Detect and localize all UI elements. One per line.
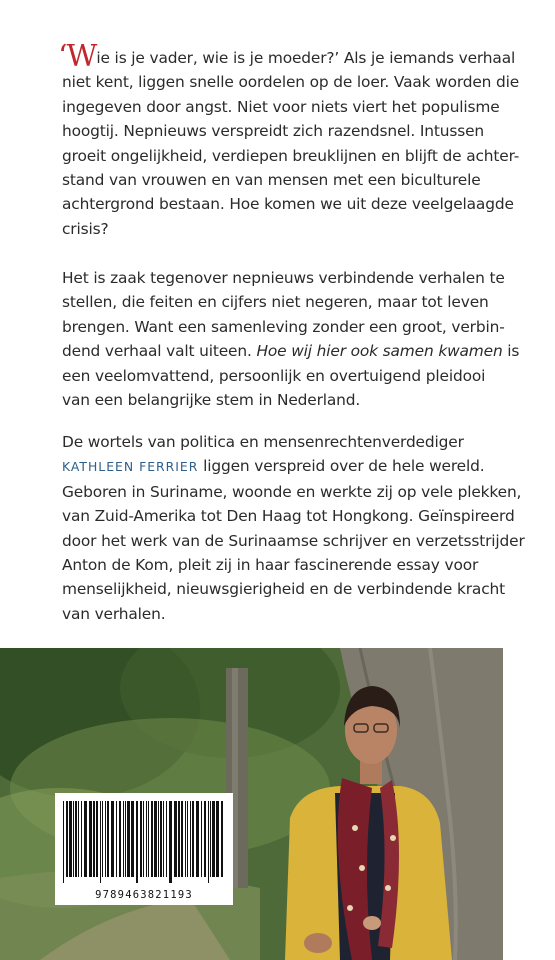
text-line: van een belangrijke stem in Nederland. <box>62 391 361 410</box>
barcode-bar <box>89 801 92 877</box>
text-line: hoogtij. Nepnieuws verspreidt zich razendsnel. Intussen <box>62 122 485 141</box>
barcode-bar <box>216 801 219 877</box>
book-title: Hoe wij hier ook samen kwamen <box>256 342 503 361</box>
barcode-bar <box>208 801 209 883</box>
barcode-bar <box>102 801 103 877</box>
text-line: achtergrond bestaan. Hoe komen we uit deze veelgelaagde <box>62 195 514 214</box>
paragraph-argument <box>62 266 532 412</box>
barcode-bar <box>181 801 183 877</box>
text-line: een veelomvattend, persoonlijk en overtuigend pleidooi <box>62 366 486 385</box>
barcode-bar <box>78 801 79 877</box>
barcode-bar <box>140 801 142 877</box>
barcode-bar <box>111 801 114 877</box>
text-fragment: liggen verspreid over de hele wereld. <box>198 457 485 476</box>
text-line: menselijkheid, nieuwsgierigheid en de verbindende kracht <box>62 580 506 599</box>
barcode-bar <box>81 801 82 877</box>
barcode-bar <box>160 801 162 877</box>
barcode-bar <box>96 801 98 877</box>
text-line: stand van vrouwen en van mensen met een biculturele <box>62 171 481 190</box>
text-line: ie is je vader, wie is je moeder?’ Als je iemands verhaal <box>96 49 516 67</box>
author-name: KATHLEEN FERRIER <box>62 459 199 475</box>
isbn-digits: 9789463821193 <box>95 889 193 901</box>
text-line: dend verhaal valt uiteen. <box>62 342 252 361</box>
barcode-bar <box>143 801 144 877</box>
barcode-bar <box>63 801 64 883</box>
barcode-bar <box>169 801 172 883</box>
barcode-bar <box>123 801 124 877</box>
barcode-bar <box>73 801 74 877</box>
text-line: ingegeven door angst. Niet voor niets viert het populisme <box>62 97 500 116</box>
barcode-bar <box>100 801 101 883</box>
barcode-bar <box>146 801 147 877</box>
barcode-bar <box>221 801 223 877</box>
barcode-bar <box>204 801 206 877</box>
barcode-bar <box>69 801 72 877</box>
text-line: niet kent, liggen snelle oordelen op de loer. Vaak worden die <box>62 73 520 92</box>
barcode-bar <box>119 801 121 877</box>
paragraph-author-bio <box>62 430 532 626</box>
barcode-bar <box>125 801 126 877</box>
barcode-bar <box>66 801 68 877</box>
barcode <box>55 793 233 905</box>
text-line: van verhalen. <box>62 604 166 623</box>
text-line: crisis? <box>62 219 109 238</box>
paragraph-intro <box>58 39 532 241</box>
text-fragment: is <box>502 342 520 361</box>
barcode-bar <box>107 801 109 877</box>
barcode-bar <box>212 801 215 877</box>
barcode-bar <box>75 801 77 877</box>
barcode-bar <box>151 801 153 877</box>
text-line: stellen, die feiten en cijfers niet negeren, maar tot leven <box>62 293 489 312</box>
barcode-bar <box>196 801 199 877</box>
barcode-bar <box>178 801 180 877</box>
barcode-bar <box>105 801 106 877</box>
barcode-bar <box>190 801 191 877</box>
text-line: De wortels van politica en mensenrechtenverdediger <box>62 433 464 451</box>
text-line: Het is zaak tegenover nepnieuws verbindende verhalen te <box>62 269 505 287</box>
text-line: Anton de Kom, pleit zij in haar fascinerende essay voor <box>62 556 479 575</box>
barcode-bar <box>187 801 188 877</box>
barcode-bar <box>158 801 159 877</box>
barcode-bar <box>192 801 194 877</box>
text-line: Geboren in Suriname, woonde en werkte zij op vele plekken, <box>62 482 522 501</box>
barcode-bar <box>116 801 117 877</box>
barcode-bar <box>166 801 167 877</box>
text-line: groeit ongelijkheid, verdiepen breuklijnen en blijft de achter- <box>62 146 520 165</box>
text-line: brengen. Want een samenleving zonder een groot, verbin- <box>62 317 505 336</box>
barcode-bar <box>174 801 177 877</box>
barcode-bar <box>185 801 186 877</box>
barcode-bar <box>84 801 87 877</box>
barcode-bar <box>201 801 202 877</box>
barcode-bar <box>148 801 149 877</box>
text-line: door het werk van de Surinaamse schrijver en verzetsstrijder <box>62 531 525 550</box>
barcode-bar <box>163 801 164 877</box>
barcode-bar <box>210 801 211 877</box>
barcode-bar <box>154 801 157 877</box>
barcode-bar <box>136 801 138 883</box>
barcode-bar <box>127 801 130 877</box>
barcode-bar <box>93 801 95 877</box>
barcode-bar <box>131 801 134 877</box>
text-line: van Zuid-Amerika tot Den Haag tot Hongkong. Geïnspireerd <box>62 507 515 526</box>
drop-cap: ‘W <box>58 39 97 74</box>
